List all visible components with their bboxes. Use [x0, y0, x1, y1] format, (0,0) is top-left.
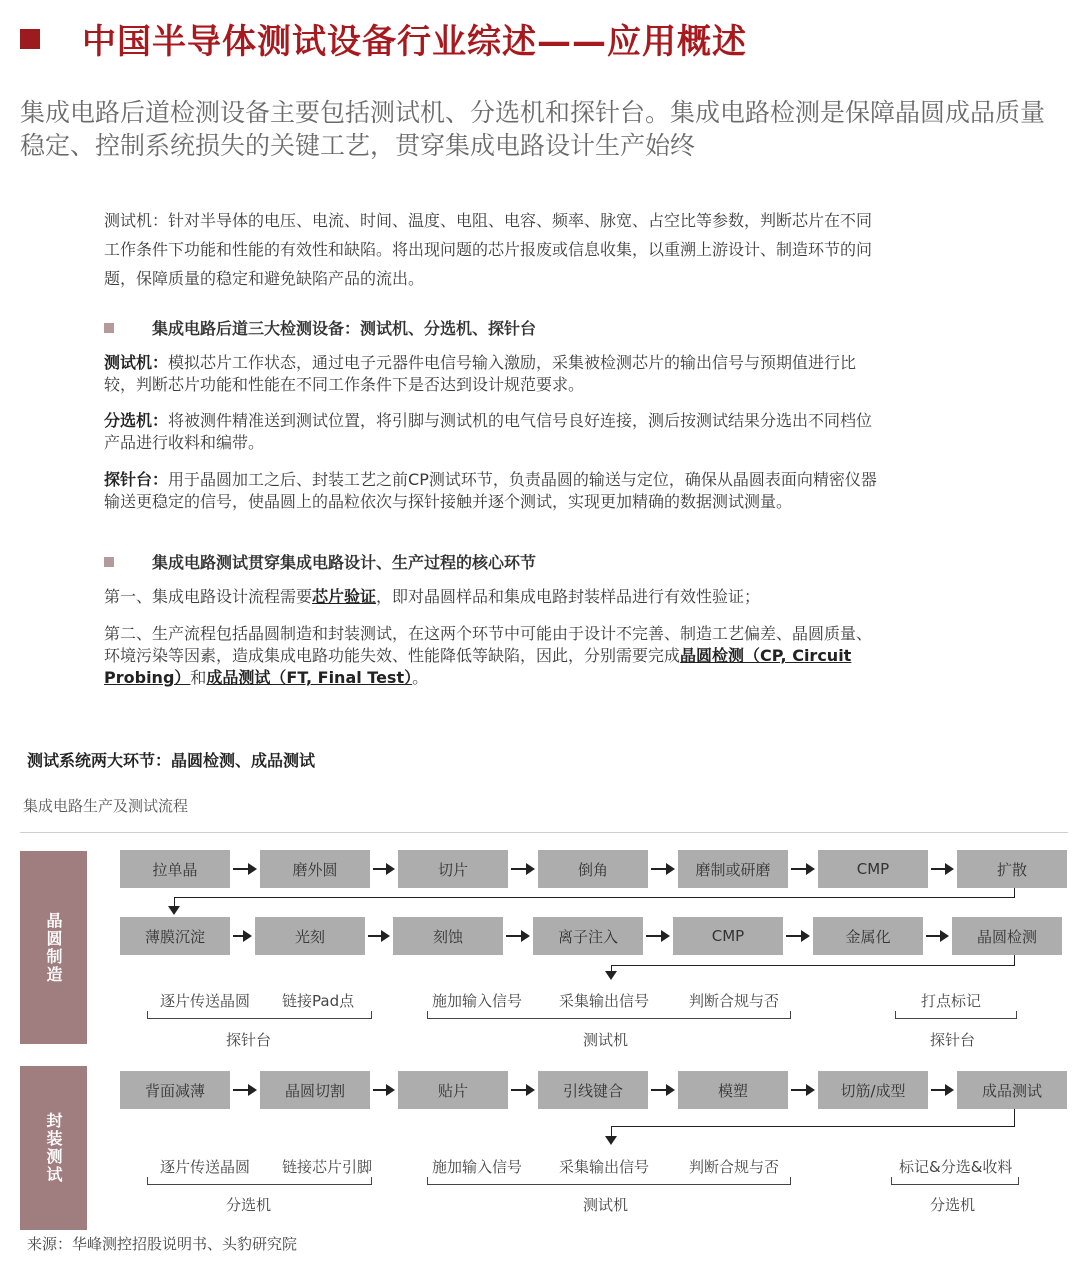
bullet-square	[104, 557, 114, 567]
process-step-box: 切筋/成型	[818, 1071, 928, 1109]
figure-title: 测试系统两大环节：晶圆检测、成品测试	[27, 751, 316, 770]
flow-arrow	[931, 868, 952, 870]
detail-item: 链接Pad点	[282, 992, 355, 1010]
detail-item: 逐片传送晶圆	[160, 1158, 251, 1176]
bullet-square	[104, 323, 114, 333]
flow-arrow	[368, 935, 388, 937]
process-step-box: 磨外圆	[260, 850, 370, 888]
process-step-box: 拉单晶	[120, 850, 230, 888]
process-step-box: 贴片	[398, 1071, 508, 1109]
detail-group-label: 分选机	[930, 1196, 976, 1214]
detail-item: 采集输出信号	[559, 1158, 650, 1176]
connector-line	[1014, 1109, 1015, 1126]
flow-arrow	[233, 935, 250, 937]
tester-description	[104, 352, 884, 396]
process-step-box: 模塑	[678, 1071, 788, 1109]
text: 第二、生产流程包括晶圆制造和封装测试，在这两个环节中可能由于设计不完善、制造工艺偏差、晶圆质量、环境污染等因素，造成集成电路功能失效、性能降低等缺陷，因此，分别需要完成	[104, 624, 873, 665]
process-step-box: CMP	[673, 917, 783, 955]
flow-arrow	[926, 935, 947, 937]
desc: 用于晶圆加工之后、封装工艺之前CP测试环节，负责晶圆的输送与定位，确保从晶圆表面向精密仪器输送更稳定的信号，使晶圆上的晶粒依次与探针接触并逐个测试，实现更加精确的数据测试测量。	[104, 470, 877, 511]
detail-group-label: 测试机	[583, 1196, 629, 1214]
process-step-box: CMP	[818, 850, 928, 888]
desc: 将被测件精准送到测试位置，将引脚与测试机的电气信号良好连接，测后按测试结果分选出不同档位产品进行收料和编带。	[104, 411, 873, 452]
process-step-box: 薄膜沉淀	[120, 917, 230, 955]
divider	[20, 832, 1068, 833]
detail-bracket	[891, 1177, 1019, 1185]
flow-arrow	[786, 935, 808, 937]
connector-arrowhead	[168, 906, 180, 915]
intro-paragraph: 测试机：针对半导体的电压、电流、时间、温度、电阻、电容、频率、脉宽、占空比等参数，判断芯片在不同工作条件下功能和性能的有效性和缺陷。将出现问题的芯片报废或信息收集，以重溯上游设计、制造环节的问题，保障质量的稳定和避免缺陷产品的流出。	[104, 211, 873, 288]
connector-line	[1014, 955, 1015, 965]
term: 测试机：	[104, 353, 169, 372]
detail-item: 判断合规与否	[689, 1158, 780, 1176]
detail-item: 采集输出信号	[559, 992, 650, 1010]
page-title: 中国半导体测试设备行业综述——应用概述	[82, 22, 747, 62]
flow-arrow	[373, 1089, 393, 1091]
flow-arrow	[651, 868, 673, 870]
detail-item: 逐片传送晶圆	[160, 992, 251, 1010]
term: 探针台：	[104, 470, 169, 489]
flow-arrow	[233, 1089, 255, 1091]
flow-arrow	[511, 1089, 533, 1091]
detail-bracket	[147, 1011, 372, 1019]
page-subtitle: 集成电路后道检测设备主要包括测试机、分选机和探针台。集成电路检测是保障晶圆成品质量稳定、控制系统损失的关键工艺，贯穿集成电路设计生产始终	[20, 98, 1046, 160]
process-step-box: 刻蚀	[393, 917, 503, 955]
phase-package-test: 封装测试	[20, 1066, 87, 1230]
section-heading-text: 集成电路后道三大检测设备：测试机、分选机、探针台	[152, 319, 537, 338]
process-step-box: 磨制或研磨	[678, 850, 788, 888]
detail-bracket	[147, 1177, 372, 1185]
text: 。	[412, 668, 429, 687]
highlight: 晶圆检测（CP, Circuit Probing）	[104, 646, 852, 687]
flow-arrow	[233, 868, 255, 870]
process-step-box: 晶圆切割	[260, 1071, 370, 1109]
connector-line	[611, 965, 1015, 966]
section-heading-devices	[104, 316, 536, 339]
text: ，即对晶圆样品和集成电路封装样品进行有效性验证；	[376, 587, 761, 606]
handler-description	[104, 410, 884, 454]
flow-arrow	[373, 868, 393, 870]
connector-line	[611, 1126, 1015, 1127]
title-marker	[20, 29, 40, 49]
process-step-box: 光刻	[255, 917, 365, 955]
process-step-box: 切片	[398, 850, 508, 888]
detail-item: 链接芯片引脚	[282, 1158, 373, 1176]
detail-bracket	[427, 1011, 791, 1019]
text: 和	[190, 668, 207, 687]
flow-arrow	[646, 935, 668, 937]
text: 第一、集成电路设计流程需要	[104, 587, 313, 606]
figure-subtitle: 集成电路生产及测试流程	[23, 797, 189, 815]
detail-item: 打点标记	[921, 992, 982, 1010]
source-note: 来源：华峰测控招股说明书、头豹研究院	[27, 1235, 298, 1253]
process-step-box: 离子注入	[533, 917, 643, 955]
detail-item: 标记&分选&收料	[899, 1158, 1013, 1176]
flow-arrow	[506, 935, 528, 937]
section-heading-text: 集成电路测试贯穿集成电路设计、生产过程的核心环节	[152, 553, 537, 572]
detail-item: 施加输入信号	[432, 992, 523, 1010]
process-step-box: 晶圆检测	[952, 917, 1062, 955]
detail-group-label: 分选机	[226, 1196, 272, 1214]
process-step-box: 引线键合	[538, 1071, 648, 1109]
process-step-box: 倒角	[538, 850, 648, 888]
flow-arrow	[791, 868, 813, 870]
detail-group-label: 探针台	[930, 1031, 976, 1049]
prober-description	[104, 469, 884, 513]
process-step-box: 成品测试	[957, 1071, 1067, 1109]
detail-group-label: 测试机	[583, 1031, 629, 1049]
flow-arrow	[791, 1089, 813, 1091]
term: 分选机：	[104, 411, 169, 430]
phase-wafer-manufacturing: 晶圆制造	[20, 851, 87, 1044]
highlight: 成品测试（FT, Final Test）	[206, 668, 413, 687]
point-first	[104, 586, 884, 608]
connector-arrowhead	[605, 1136, 617, 1145]
page-header	[20, 14, 747, 63]
connector-line	[174, 897, 1015, 898]
detail-bracket	[427, 1177, 791, 1185]
point-second	[104, 623, 884, 689]
section-heading-core	[104, 550, 536, 573]
process-step-box: 金属化	[813, 917, 923, 955]
desc: 模拟芯片工作状态，通过电子元器件电信号输入激励，采集被检测芯片的输出信号与预期值进行比较，判断芯片功能和性能在不同工作条件下是否达到设计规范要求。	[104, 353, 857, 394]
flow-arrow	[931, 1089, 952, 1091]
flow-arrow	[511, 868, 533, 870]
connector-arrowhead	[605, 971, 617, 980]
process-step-box: 背面减薄	[120, 1071, 230, 1109]
flow-arrow	[651, 1089, 673, 1091]
detail-bracket	[895, 1011, 1017, 1019]
detail-group-label: 探针台	[226, 1031, 272, 1049]
highlight: 芯片验证	[312, 587, 377, 606]
process-step-box: 扩散	[957, 850, 1067, 888]
detail-item: 判断合规与否	[689, 992, 780, 1010]
detail-item: 施加输入信号	[432, 1158, 523, 1176]
